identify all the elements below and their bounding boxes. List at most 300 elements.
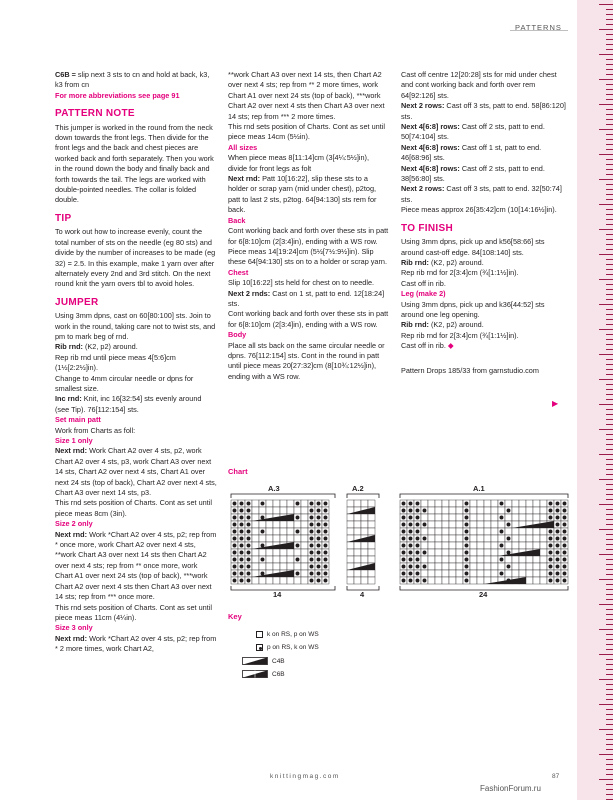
chest-text-1: Slip 10[16:22] sts held for chest on to needle.	[228, 278, 375, 288]
purl-dot	[324, 537, 328, 541]
ruler-tick	[606, 699, 613, 700]
chart-cell	[470, 577, 477, 584]
ruler-tick	[606, 239, 613, 240]
chart-cell	[354, 556, 361, 563]
chart-cell	[449, 500, 456, 507]
chart-cell	[368, 514, 375, 521]
ruler-tick	[606, 649, 613, 650]
chart-cell	[266, 577, 273, 584]
chart-cell	[280, 577, 287, 584]
chart-cell	[361, 521, 368, 528]
ruler-tick	[606, 749, 613, 750]
chart-cell	[449, 556, 456, 563]
purl-dot	[563, 509, 567, 513]
chart-cell	[498, 535, 505, 542]
section-label: PATTERNS	[515, 23, 562, 32]
chart-cell	[368, 528, 375, 535]
chart-cell	[505, 570, 512, 577]
watermark: FashionForum.ru	[480, 784, 541, 793]
ruler-tick	[599, 179, 613, 180]
more-abbreviations-link[interactable]: For more abbreviations see page 91	[55, 90, 180, 100]
chart-cell	[301, 542, 308, 549]
rib-label: Rib rnd:	[401, 320, 429, 330]
chart-cell	[470, 556, 477, 563]
ruler-tick	[606, 284, 613, 285]
ruler-tick	[606, 689, 613, 690]
size2-next-text: Work *Chart A2 over 4 sts, p2; rep from * once more, work Chart A2 over next 4 sts, **work Chart A3 over next 14 sts then Chart A2 over next 4 sts; rep from ** once more, work Chart A1 over next 24 sts (top of back), ***work Chart A2 over next 4 sts then Chart A3 over next 14 sts; rep from *** once more.	[55, 529, 217, 602]
chart-cell	[512, 556, 519, 563]
purl-dot	[465, 558, 469, 562]
purl-dot	[556, 509, 560, 513]
ruler-tick	[606, 389, 613, 390]
chart-cell	[435, 542, 442, 549]
chart-cell	[294, 563, 301, 570]
c6b-text: slip next 3 sts to cn and hold at back, k3, k3 from cn	[55, 70, 210, 90]
purl-dot	[240, 572, 244, 576]
purl-dot	[556, 530, 560, 534]
chart-cell	[456, 528, 463, 535]
purl-dot	[247, 537, 251, 541]
purl-dot	[500, 544, 504, 548]
chart-cell	[519, 563, 526, 570]
purl-dot	[310, 516, 314, 520]
chart-cell	[477, 521, 484, 528]
dot-square-icon	[256, 644, 263, 651]
ruler-tick	[606, 24, 613, 25]
purl-dot	[247, 544, 251, 548]
chart-a3-label: A.3	[268, 484, 280, 493]
ruler-tick	[606, 264, 613, 265]
chart-cell	[287, 556, 294, 563]
chart-cell	[252, 570, 259, 577]
chart-cell	[477, 535, 484, 542]
chart-cell	[287, 577, 294, 584]
ruler-tick	[599, 429, 613, 430]
chart-cell	[442, 542, 449, 549]
ruler-tick	[606, 319, 613, 320]
chart-cell	[512, 500, 519, 507]
ruler-tick	[606, 159, 613, 160]
purl-dot	[416, 537, 420, 541]
chart-cell	[442, 563, 449, 570]
ruler-tick	[606, 164, 613, 165]
chart-cell	[354, 521, 361, 528]
chart-cell	[301, 514, 308, 521]
chart-cell	[266, 563, 273, 570]
ruler-tick	[606, 374, 613, 375]
purl-dot	[317, 516, 321, 520]
purl-dot	[549, 572, 553, 576]
purl-dot	[507, 537, 511, 541]
ruler-tick	[606, 144, 613, 145]
chart-cell	[470, 500, 477, 507]
row-instruction-label: Next 4[6:8] rows:	[401, 122, 460, 132]
chart-cell	[456, 577, 463, 584]
ruler-tick	[606, 534, 613, 535]
ruler-tick	[606, 794, 613, 795]
chart-cell	[456, 521, 463, 528]
purl-dot	[416, 551, 420, 555]
purl-dot	[465, 530, 469, 534]
ruler-tick	[606, 109, 613, 110]
chart-cell	[435, 500, 442, 507]
purl-dot	[416, 509, 420, 513]
chart-cell	[428, 570, 435, 577]
purl-dot	[507, 551, 511, 555]
chart-cell	[519, 556, 526, 563]
chart-cell	[354, 528, 361, 535]
chart-cell	[259, 549, 266, 556]
ruler-tick	[606, 464, 613, 465]
ruler-tick	[606, 119, 613, 120]
purl-dot	[261, 530, 265, 534]
chart-cell	[280, 500, 287, 507]
chart-cell	[273, 500, 280, 507]
ruler-tick	[606, 439, 613, 440]
row-instruction-label: Next 2 rows:	[401, 184, 445, 194]
chart-cell	[347, 514, 354, 521]
size3-next-text: Work *Chart A2 over 4 sts, p2; rep from * 2 more times, work Chart A2,	[55, 633, 217, 654]
chart-cell	[477, 528, 484, 535]
purl-dot	[247, 509, 251, 513]
chart-cell	[505, 528, 512, 535]
chart-cell	[484, 500, 491, 507]
ruler-tick	[606, 444, 613, 445]
purl-dot	[423, 579, 427, 583]
chart-cell	[505, 514, 512, 521]
ruler-tick	[606, 469, 613, 470]
to-finish-heading: TO FINISH	[401, 222, 453, 234]
rib-text: (K2, p2) around.	[85, 342, 138, 352]
purl-dot	[465, 523, 469, 527]
leg-text-3: Cast off in rib.	[401, 341, 446, 351]
chest-text-2: Cont working back and forth over these sts in patt for 6[8:10]cm (2[3:4]in), ending with a WS row.	[228, 309, 389, 329]
ruler-tick	[599, 554, 613, 555]
purl-dot	[500, 516, 504, 520]
chart-cell	[470, 570, 477, 577]
chart-cell	[287, 549, 294, 556]
chart-cell	[442, 521, 449, 528]
purl-dot	[563, 565, 567, 569]
chart-cell	[287, 528, 294, 535]
ruler-tick	[606, 609, 613, 610]
ruler-tick	[606, 739, 613, 740]
chart-cell	[266, 528, 273, 535]
ruler-tick	[606, 764, 613, 765]
ruler-tick	[606, 514, 613, 515]
purl-dot	[233, 558, 237, 562]
purl-dot	[465, 502, 469, 506]
chart-cell	[280, 556, 287, 563]
purl-dot	[500, 530, 504, 534]
purl-dot	[507, 509, 511, 513]
key-label: C6B	[272, 670, 285, 678]
ruler-tick	[599, 104, 613, 105]
ruler-tick	[599, 304, 613, 305]
chart-cell	[368, 521, 375, 528]
chart-cell	[540, 507, 547, 514]
chart-cell	[442, 556, 449, 563]
purl-dot	[563, 523, 567, 527]
chart-cell	[519, 528, 526, 535]
purl-dot	[324, 572, 328, 576]
purl-dot	[556, 544, 560, 548]
cable-c6b-icon	[242, 670, 268, 678]
purl-dot	[416, 565, 420, 569]
ruler-tick	[606, 639, 613, 640]
row-instruction-text: Cast off 2 sts, patt to end. 38[56:80] sts.	[401, 163, 545, 184]
leg-text-1: Using 3mm dpns, pick up and k36[44:52] sts around one leg opening.	[401, 299, 545, 319]
purl-dot	[402, 551, 406, 555]
all-sizes-heading: All sizes	[228, 142, 258, 152]
chart-cell	[442, 570, 449, 577]
ruler-tick	[599, 329, 613, 330]
set-main-text: Work from Charts as foll:	[55, 425, 136, 435]
chart-cell	[361, 549, 368, 556]
purl-dot	[310, 572, 314, 576]
ruler-tick	[599, 729, 613, 730]
purl-dot	[465, 565, 469, 569]
row-instruction-label: Next 4[6:8] rows:	[401, 163, 460, 173]
purl-dot	[549, 516, 553, 520]
purl-dot	[317, 565, 321, 569]
chart-cell	[533, 500, 540, 507]
chart-cell	[421, 570, 428, 577]
chart-cell	[435, 570, 442, 577]
ruler-tick	[606, 334, 613, 335]
chart-cell	[540, 549, 547, 556]
chart-cell	[354, 500, 361, 507]
chart-cell	[361, 542, 368, 549]
chart-cell	[347, 528, 354, 535]
chart-cell	[526, 514, 533, 521]
ruler-tick	[606, 44, 613, 45]
chart-cell	[498, 507, 505, 514]
purl-dot	[556, 551, 560, 555]
purl-dot	[324, 551, 328, 555]
size3-sets-text: This rnd sets position of Charts. Cont as set until piece meas 14cm (5½in).	[228, 122, 385, 142]
purl-dot	[233, 502, 237, 506]
chart-cell	[294, 507, 301, 514]
ruler-tick	[606, 494, 613, 495]
purl-dot	[247, 530, 251, 534]
key-item-c4b	[242, 657, 285, 665]
ruler-tick	[606, 734, 613, 735]
ruler-tick	[606, 169, 613, 170]
chart-cell	[484, 570, 491, 577]
ruler-tick	[599, 129, 613, 130]
chart-cell	[470, 542, 477, 549]
chart-cell	[347, 521, 354, 528]
chart-cell	[491, 507, 498, 514]
row-instruction-text: Cast off 3 sts, patt to end. 58[86:120] sts.	[401, 101, 566, 121]
purl-dot	[261, 502, 265, 506]
purl-dot	[402, 572, 406, 576]
chart-cell	[428, 507, 435, 514]
chart-cell	[505, 500, 512, 507]
chart-cell	[435, 507, 442, 514]
chart-cell	[456, 563, 463, 570]
row-instruction-text: Cast off 3 sts, patt to end. 32[50:74] sts.	[401, 184, 562, 204]
chart-cell	[470, 563, 477, 570]
purl-dot	[310, 502, 314, 506]
chart-cell	[273, 577, 280, 584]
chart-cell	[491, 514, 498, 521]
purl-dot	[233, 530, 237, 534]
chart-cell	[442, 549, 449, 556]
purl-dot	[423, 565, 427, 569]
purl-dot	[324, 509, 328, 513]
chart-cell	[484, 577, 491, 584]
ruler-tick	[606, 234, 613, 235]
ruler-tick	[606, 174, 613, 175]
chart-cell	[484, 556, 491, 563]
ruler-tick	[606, 19, 613, 20]
chart-cell	[477, 556, 484, 563]
ruler-tick	[606, 69, 613, 70]
ruler-tick	[606, 299, 613, 300]
chart-cell	[498, 549, 505, 556]
c6b-label: C6B =	[55, 70, 76, 79]
chart-cell	[294, 549, 301, 556]
purl-dot	[317, 509, 321, 513]
purl-dot	[247, 565, 251, 569]
chart-cell	[435, 556, 442, 563]
purl-dot	[240, 516, 244, 520]
chart-cell	[512, 514, 519, 521]
chart-cell	[533, 542, 540, 549]
purl-dot	[465, 537, 469, 541]
purl-dot	[465, 544, 469, 548]
ruler-tick	[606, 634, 613, 635]
chart-cell	[252, 528, 259, 535]
ruler-tick	[606, 369, 613, 370]
finish-text-3: Cast off in rib.	[401, 278, 446, 288]
ruler-tick	[606, 774, 613, 775]
purl-dot	[240, 544, 244, 548]
chart-cell	[540, 570, 547, 577]
chart-cell	[491, 570, 498, 577]
purl-dot	[402, 530, 406, 534]
chart-cell	[273, 535, 280, 542]
chart-cell	[361, 577, 368, 584]
chart-cell	[435, 563, 442, 570]
chart-cell	[435, 577, 442, 584]
chart-cell	[484, 549, 491, 556]
purl-dot	[247, 551, 251, 555]
ruler-tick	[599, 604, 613, 605]
ruler-tick	[606, 694, 613, 695]
chart-cell	[252, 507, 259, 514]
chart-cell	[259, 535, 266, 542]
chart-cell	[526, 542, 533, 549]
purl-dot	[465, 551, 469, 555]
ruler-tick	[606, 9, 613, 10]
ruler-tick	[599, 454, 613, 455]
chart-cell	[280, 549, 287, 556]
purl-dot	[240, 565, 244, 569]
chart-cell	[519, 514, 526, 521]
purl-dot	[423, 523, 427, 527]
chart-cell	[301, 549, 308, 556]
size3-cont-text: **work Chart A3 over next 14 sts, then Chart A2 over next 4 sts; rep from ** 2 more times, work Chart A1 over next 24 sts (top of back), ***work Chart A2 over next 4 sts then Chart A3 over next 14 sts; rep from *** 2 more times.	[228, 70, 385, 121]
chart-cell	[301, 556, 308, 563]
chart-cell	[470, 507, 477, 514]
ruler-tick	[606, 14, 613, 15]
chart-a1-width: 24	[479, 590, 488, 599]
continue-arrow-icon: ▶	[552, 399, 559, 408]
back-heading: Back	[228, 215, 246, 225]
chart-cell	[540, 556, 547, 563]
chart-cell	[456, 535, 463, 542]
chart-a3-width: 14	[273, 590, 282, 599]
purl-dot	[240, 558, 244, 562]
chart-cell	[266, 549, 273, 556]
ruler-tick	[606, 724, 613, 725]
purl-dot	[233, 523, 237, 527]
chart-cell	[273, 528, 280, 535]
ruler-tick	[599, 704, 613, 705]
purl-dot	[402, 565, 406, 569]
chart-cell	[477, 507, 484, 514]
purl-dot	[500, 502, 504, 506]
purl-dot	[465, 516, 469, 520]
purl-dot	[556, 579, 560, 583]
ruler-tick	[606, 759, 613, 760]
purl-dot	[500, 572, 504, 576]
chart-cell	[491, 563, 498, 570]
chart-a1	[397, 484, 575, 599]
chart-cell	[347, 577, 354, 584]
ruler-tick	[606, 474, 613, 475]
purl-dot	[416, 544, 420, 548]
purl-dot	[240, 523, 244, 527]
chart-cell	[368, 577, 375, 584]
purl-dot	[233, 509, 237, 513]
chart-cell	[470, 535, 477, 542]
key-item-knit	[256, 631, 319, 638]
chest-heading: Chest	[228, 267, 249, 277]
ruler-tick	[599, 204, 613, 205]
chart-cell	[477, 577, 484, 584]
ruler-tick	[599, 504, 613, 505]
chart-cell	[428, 577, 435, 584]
key-heading: Key	[228, 612, 242, 621]
purl-dot	[549, 579, 553, 583]
chart-cell	[491, 521, 498, 528]
chart-cell	[449, 535, 456, 542]
purl-dot	[261, 572, 265, 576]
purl-dot	[324, 516, 328, 520]
size1-heading: Size 1 only	[55, 436, 93, 445]
ruler-tick	[606, 59, 613, 60]
chart-cell	[491, 500, 498, 507]
purl-dot	[324, 558, 328, 562]
ruler-tick	[606, 459, 613, 460]
chart-cell	[477, 549, 484, 556]
ruler-tick	[606, 564, 613, 565]
chart-cell	[259, 577, 266, 584]
purl-dot	[233, 565, 237, 569]
set-main-heading: Set main patt	[55, 415, 101, 425]
purl-dot	[317, 558, 321, 562]
purl-dot	[563, 572, 567, 576]
chart-cell	[301, 563, 308, 570]
purl-dot	[549, 509, 553, 513]
chart-cell	[484, 528, 491, 535]
ruler-tick	[599, 279, 613, 280]
ruler-tick	[606, 269, 613, 270]
